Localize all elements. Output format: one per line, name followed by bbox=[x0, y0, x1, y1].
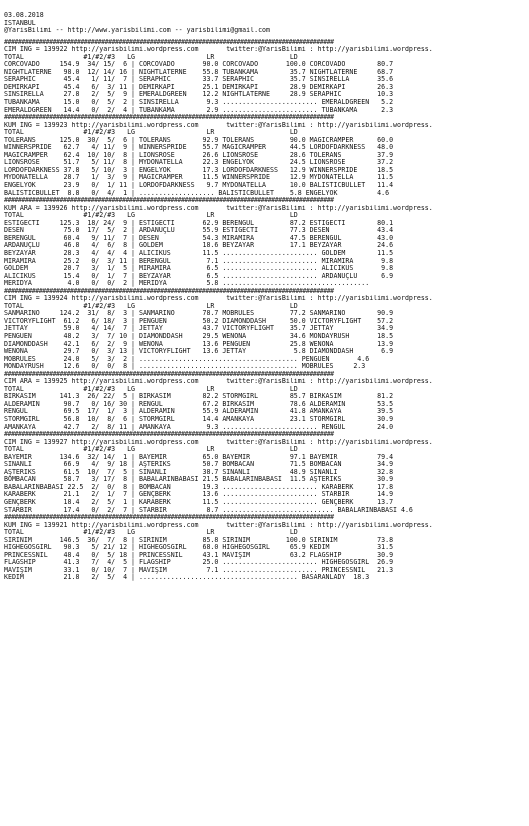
race-column-header: TOTAL #1/#2/#3 LG LR LD bbox=[4, 129, 298, 137]
race-row: LIONSROSE 51.7 5/ 11/ 8 | MYDONATELLA 22.3 ENGELYOK 24.5 LIONSROSE 37.2 bbox=[4, 159, 394, 167]
race-row: WENONA 29.7 0/ 3/ 13 | VICTORYFLIGHT 13.6 JETTAY 5.8 DIAMONDDASH 6.9 bbox=[4, 348, 394, 356]
race-row: VICTORYFLIGHT 61.2 6/ 18/ 3 | PENGUEN 50.2 DIAMONDDASH 50.0 VICTORYFLIGHT 57.2 bbox=[4, 317, 394, 325]
race-title: CIM ING = 139927 http://yarisbilimi.wordpress.com twitter:@YarisBilimi : http://yarisbilimi.wordpress. bbox=[4, 438, 433, 446]
race-row: EMERALDGREEN 14.4 0/ 2/ 4 | TUBANKAMA 2.9 ........................ TUBANKAMA 2.3 bbox=[4, 106, 394, 114]
race-section bbox=[4, 39, 529, 114]
race-row: GENÇBERK 18.4 2/ 5/ 1 | KARABERK 11.5 ........................ GENÇBERK 13.7 bbox=[4, 499, 394, 506]
race-row: NIGHTLATERNE 98.0 12/ 14/ 16 | NIGHTLATERNE 55.8 TUBANKAMA 35.7 NIGHTLATERNE 68.7 bbox=[4, 68, 394, 76]
race-title: CIM ING = 139924 http://yarisbilimi.wordpress.com twitter:@YarisBilimi : http://yarisbilimi.wordpress. bbox=[4, 295, 433, 303]
race-row: AŞTERİKS 61.5 10/ 7/ 5 | SİNANLI 38.7 SİNANLI 48.9 SİNANLI 32.8 bbox=[4, 468, 394, 476]
race-row: TOLERANS 125.0 30/ 5/ 6 | TOLERANS 92.9 TOLERANS 90.0 MAGICRAMPER 60.0 bbox=[4, 136, 394, 144]
race-column-header: TOTAL #1/#2/#3 LG LR LD bbox=[4, 446, 298, 454]
section-divider: ############################################################################################### bbox=[4, 287, 334, 295]
race-title: KUM ING = 139923 http://yarisbilimi.wordpress.com twitter:@YarisBilimi : http://yarisbilimi.wordpress. bbox=[4, 121, 433, 129]
race-section bbox=[4, 288, 529, 371]
race-sections bbox=[4, 39, 529, 582]
race-section bbox=[4, 114, 529, 197]
race-column-header: TOTAL #1/#2/#3 LG LR LD bbox=[4, 302, 298, 310]
section-divider: ############################################################################################### bbox=[4, 114, 334, 122]
report-date: 03.08.2018 bbox=[4, 12, 44, 19]
race-row: DIAMONDDASH 42.1 6/ 2/ 9 | WENONA 13.6 PENGUEN 25.8 WENONA 13.9 bbox=[4, 340, 394, 348]
race-row: BEYZAYAR 28.3 4/ 4/ 4 | ALICIKUS 11.5 ........................ GÖLDEM 11.5 bbox=[4, 249, 394, 257]
race-row: PENGUEN 48.2 3/ 7/ 10 | DIAMONDDASH 29.5 WENONA 34.6 MONDAYRUSH 18.5 bbox=[4, 332, 394, 340]
race-column-header: TOTAL #1/#2/#3 LG LR LD bbox=[4, 385, 298, 393]
race-row: AMANKAYA 42.7 2/ 8/ 11 | AMANKAYA 9.3 ........................ RENGÜL 24.0 bbox=[4, 423, 394, 431]
race-title: CIM ING = 139922 http://yarisbilimi.wordpress.com twitter:@YarisBilimi : http://yarisbilimi.wordpress. bbox=[4, 46, 433, 54]
race-row: GÖLDEM 20.7 3/ 1/ 5 | MİRAMİRA 6.5 ........................ ALICIKUS 9.8 bbox=[4, 265, 394, 273]
race-column-header: TOTAL #1/#2/#3 LG LR LD bbox=[4, 212, 298, 220]
race-row: LORDOFDARKNESS 37.8 5/ 10/ 3 | ENGELYOK 17.3 LORDOFDARKNESS 12.9 WINNERSPRIDE 18.5 bbox=[4, 166, 394, 174]
race-row: SERAPHIC 45.4 1/ 11/ 7 | SERAPHIC 33.7 SERAPHIC 35.7 SİNSİRELLA 35.6 bbox=[4, 76, 394, 84]
race-row: BABALARINBABASI 22.5 2/ 0/ 8 | BOMBACAN 19.3 ........................ KARABERK 17.8 bbox=[4, 483, 394, 491]
race-row: MONDAYRUSH 12.6 0/ 0/ 8 | ........................................ MOBRULES 2.3 bbox=[4, 363, 366, 371]
section-divider: ############################################################################################### bbox=[4, 370, 334, 378]
race-row: ENGELYOK 23.9 0/ 1/ 11 | LORDOFDARKNESS 9.7 MYDONATELLA 10.0 BALISTICBULLET 11.4 bbox=[4, 182, 394, 190]
race-row: ALDERAMİN 90.7 0/ 16/ 30 | RENGÜL 67.2 BİRKASIM 78.6 ALDERAMİN 53.5 bbox=[4, 400, 394, 408]
race-row: STORMGIRL 56.8 10/ 8/ 6 | STORMGIRL 14.4 AMANKAYA 23.1 STORMGIRL 30.9 bbox=[4, 415, 394, 423]
race-row: SİNANLI 66.9 4/ 9/ 18 | AŞTERİKS 50.7 BOMBACAN 71.5 BOMBACAN 34.9 bbox=[4, 461, 394, 469]
race-row: MAVİŞİM 33.1 0/ 10/ 7 | MAVİŞİM 7.1 ........................ PRINCESSNIL 21.3 bbox=[4, 566, 394, 574]
race-row: SİNSİRELLA 27.8 2/ 5/ 9 | EMERALDGREEN 12.2 NIGHTLATERNE 28.9 SERAPHIC 10.3 bbox=[4, 91, 394, 99]
race-row: RENGÜL 69.5 17/ 1/ 3 | ALDERAMİN 55.9 ALDERAMİN 41.8 AMANKAYA 39.5 bbox=[4, 408, 394, 416]
race-row: BERENGÜL 60.4 9/ 11/ 7 | DESEN 54.3 MİRAMİRA 47.5 BERENGÜL 43.0 bbox=[4, 234, 394, 242]
race-row: ALICIKUS 15.4 0/ 1/ 7 | BEYZAYAR 6.5 ........................ ARDANUÇLU 6.9 bbox=[4, 272, 394, 280]
section-divider: ############################################################################################### bbox=[4, 514, 334, 522]
report-city: ISTANBUL bbox=[4, 19, 36, 27]
race-row: JETTAY 59.0 4/ 14/ 7 | JETTAY 43.7 VICTORYFLIGHT 35.7 JETTAY 34.9 bbox=[4, 325, 394, 333]
race-row: ARDANUÇLU 46.8 4/ 6/ 8 | GÖLDEM 18.6 BEYZAYAR 17.1 BEYZAYAR 24.6 bbox=[4, 242, 394, 250]
race-row: MOBRULES 24.0 5/ 3/ 2 | ........................................ PENGUEN 4.6 bbox=[4, 355, 370, 363]
race-row: BALISTICBULLET 8.8 0/ 4/ 1 | ................... BALISTICBULLET 5.8 ENGELYOK 4.6 bbox=[4, 189, 390, 197]
race-row: MİRAMİRA 25.2 0/ 3/ 11 | BERENGÜL 7.1 ........................ MİRAMİRA 9.8 bbox=[4, 257, 394, 265]
race-row: BAYEMİR 134.6 32/ 14/ 1 | BAYEMİR 65.0 BAYEMİR 97.1 BAYEMİR 79.4 bbox=[4, 453, 394, 461]
race-row: TUBANKAMA 15.0 0/ 5/ 2 | SİNSİRELLA 9.3 ........................ EMERALDGREEN 5.2 bbox=[4, 99, 394, 107]
race-row: STARBİR 17.4 0/ 2/ 7 | STARBİR 8.7 ............................ BABALARINBABASI 4.6 bbox=[4, 506, 413, 514]
race-row: HIGHEGOSGIRL 90.3 5/ 21/ 12 | HIGHEGOSGIRL 68.0 HIGHEGOSGIRL 65.9 KEDİM 31.5 bbox=[4, 544, 394, 552]
section-divider: ############################################################################################### bbox=[4, 197, 334, 205]
race-row: MYDONATELLA 28.7 1/ 3/ 9 | MAGICRAMPER 11.5 WINNERSPRIDE 12.9 MYDONATELLA 11.5 bbox=[4, 174, 394, 182]
race-row: KEDİM 21.8 2/ 5/ 4 | ........................................ BASARANLADY 18.3 bbox=[4, 574, 370, 582]
race-row: SİRİNİM 146.5 36/ 7/ 8 | SİRİNİM 85.8 SİRİNİM 100.0 SİRİNİM 73.8 bbox=[4, 536, 394, 544]
section-divider: ############################################################################################### bbox=[4, 431, 334, 439]
race-row: CORCOVADO 154.9 34/ 15/ 6 | CORCOVADO 90.0 CORCOVADO 100.0 CORCOVADO 80.7 bbox=[4, 61, 394, 69]
race-section bbox=[4, 431, 529, 514]
race-row: BİRKASIM 141.3 26/ 22/ 5 | BİRKASIM 82.2 STORMGIRL 85.7 BİRKASIM 81.2 bbox=[4, 393, 394, 401]
race-row: WINNERSPRIDE 62.7 4/ 11/ 9 | WINNERSPRIDE 55.7 MAGICRAMPER 44.5 LORDOFDARKNESS 48.0 bbox=[4, 144, 394, 152]
race-row: FLAGSHIP 41.3 7/ 4/ 5 | FLAGSHIP 25.0 ........................ HIGHEGOSGIRL 26.9 bbox=[4, 559, 394, 567]
race-row: SANMARINO 124.2 31/ 8/ 3 | SANMARINO 78.7 MOBRULES 77.2 SANMARINO 90.9 bbox=[4, 310, 394, 318]
race-row: MAGICRAMPER 62.4 10/ 10/ 8 | LIONSROSE 26.6 LIONSROSE 28.6 TOLERANS 37.9 bbox=[4, 151, 394, 159]
race-section bbox=[4, 514, 529, 582]
race-row: MERİDYA 4.0 0/ 0/ 2 | MERİDYA 5.8 ..................................... bbox=[4, 280, 370, 288]
race-title: KUM ING = 139921 http://yarisbilimi.wordpress.com twitter:@YarisBilimi : http://yarisbilimi.wordpress. bbox=[4, 521, 433, 529]
race-column-header: TOTAL #1/#2/#3 LG LR LD bbox=[4, 529, 298, 537]
race-row: KARABERK 21.1 2/ 1/ 7 | GENÇBERK 13.6 ........................ STARBİR 14.9 bbox=[4, 491, 394, 499]
section-divider: ############################################################################################### bbox=[4, 38, 334, 46]
race-row: ESTİĞECTİ 125.3 18/ 24/ 9 | ESTİĞECTİ 62.9 BERENGÜL 87.2 ESTİĞECTİ 80.1 bbox=[4, 219, 394, 227]
race-title: KUM ARA = 139926 http://yarisbilimi.wordpress.com twitter:@YarisBilimi : http://yarisbilimi.wordpress. bbox=[4, 204, 433, 212]
race-row: PRINCESSNIL 48.4 0/ 5/ 18 | PRINCESSNIL 43.1 MAVİŞİM 63.2 FLAGSHIP 30.9 bbox=[4, 551, 394, 559]
race-row: DESEN 75.0 17/ 5/ 2 | ARDANUÇLU 55.9 ESTİĞECTİ 77.3 DESEN 43.4 bbox=[4, 227, 394, 235]
race-row: DEMİRKAPI 45.4 6/ 3/ 11 | DEMİRKAPI 25.1 DEMİRKAPI 28.9 DEMİRKAPI 26.3 bbox=[4, 83, 394, 91]
race-row: BOMBACAN 58.7 3/ 17/ 8 | BABALARINBABASI 21.5 BABALARINBABASI 11.5 AŞTERİKS 30.9 bbox=[4, 476, 394, 484]
report-credits: @YarisBilimi -- http://www.yarisbilimi.com -- yarisbilimi@gmail.com bbox=[4, 27, 270, 35]
race-section bbox=[4, 197, 529, 288]
race-title: CIM ARA = 139925 http://yarisbilimi.wordpress.com twitter:@YarisBilimi : http://yarisbilimi.wordpress. bbox=[4, 378, 433, 386]
race-section bbox=[4, 371, 529, 431]
race-column-header: TOTAL #1/#2/#3 LG LR LD bbox=[4, 53, 298, 61]
